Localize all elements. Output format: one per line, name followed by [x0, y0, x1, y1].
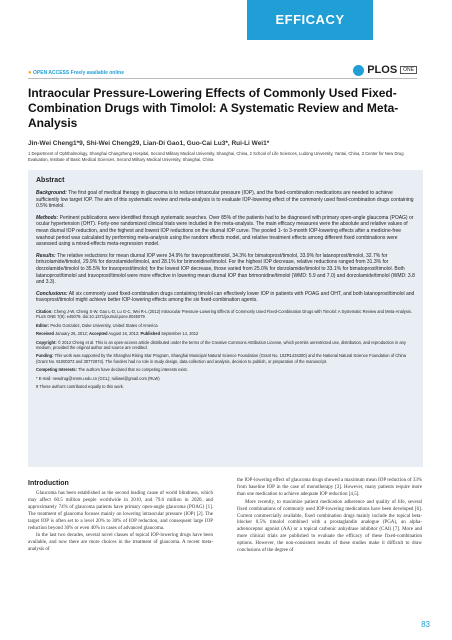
background-label: Background: [36, 190, 67, 196]
journal-name: PLOS [367, 64, 398, 76]
dates [36, 331, 415, 336]
body-paragraph: Glaucoma has been established as the second leading cause of world blindness, which may affect 60.5 million people worldwide in 2010, and 79.6 million in 2020, and approximately 74% of glaucoma patients have primary open-angle glaucoma (POAG) [1]. The treatment of glaucoma focuses mainly on lowering intraocular pressure (IOP) [2]. The target IOP is often set to a level 20% to 30% of IOP reduction, and consequent large IOP reduction beyond 30% or even 40% in cases of advanced glaucoma. [28, 491, 213, 531]
accepted-date: August 16, 2012; [108, 331, 140, 337]
published-label: Published [140, 331, 161, 337]
body-column-right [237, 478, 422, 556]
funding-text: This work was supported by the Shanghai Rising Star Program, Shanghai Municipal Natural Science Foundation (Grant No. 10ZR1434300) and the National Natural Science Foundation of China (Grant No. 81000373 and 30772874). The funders had no role in study design, data collection and analysis, decision to publish, or preparation of the manuscript. [36, 353, 406, 364]
open-access-icon: ● [28, 70, 32, 76]
editor-text: Pedro Gonzalez, Duke University, United States of America [50, 322, 158, 328]
copyright-text: © 2012 Cheng et al. This is an open-access article distributed under the terms of the Creative Commons Attribution License, which permits unrestricted use, distribution, and reproduction in any medium, provided the original author and source are credited. [36, 339, 406, 350]
article-title: Intraocular Pressure-Lowering Effects of Commonly Used Fixed-Combination Drugs with Timolol: A Systematic Review and Meta-Analysis [28, 86, 399, 130]
methods-text: Pertinent publications were identified through systematic searches. Over 85% of the patients had to be diagnosed with primary open-angle glaucoma (POAG) or ocular hypertension (OHT). Forty-one randomized clinical trials were included in the meta-analysis. The main efficacy measures were the absolute and relative values of mean diurnal IOP reduction, and the highest and lowest IOP reductions on the diurnal IOP curve. The pooled 1- to 3-month IOP-lowering effects after a medicine-free washout period was calculated by performing meta-analysis using the random effects model, and relative treatment effects among different fixed combinations were assessed using a mixed-effects meta-regression model. [36, 214, 414, 248]
published-date: September 14, 2012 [161, 331, 199, 337]
contrib-note: 9 These authors contributed equally to this work. [36, 383, 124, 389]
citation [36, 309, 415, 320]
competing-interests [36, 367, 415, 372]
results-label: Results: [36, 252, 56, 259]
competing-label: Competing Interests: [36, 367, 77, 373]
body-paragraph: In the last two decades, several novel classes of topical IOP-lowering drugs have been available, and now there are more choices in the treatment of glaucoma. A recent meta-analysis of [28, 533, 213, 553]
section-tab: EFFICACY [247, 0, 373, 40]
conclusions-text: All six commonly used fixed-combination drugs containing timolol can effectively lower IOP in patients with POAG and OHT, and both latanoprost/timolol and travoprost/timolol might achieve better IOP-lowering effects among the six fixed-combination agents. [36, 290, 415, 304]
background-text: The first goal of medical therapy in glaucoma is to reduce intraocular pressure (IOP), and the fixed-combination medications are needed to achieve sufficiently low target IOP. The aim of this systematic review and meta-analysis is to evaluate IOP-lowering effect of the commonly used fixed-combination drugs containing 0.5% timolol. [36, 190, 414, 210]
body-paragraph: More recently, to maximize patient medication adherence and quality of life, several fixed combinations of commonly used IOP-lowering medications have been developed [6]. Current commercially available, fixed combination drugs mainly include the topical beta-blocker 0.5% timolol combined with a prostaglandin analogue (PGA), an alpha-adrenoceptor agonist (AA) or a topical carbonic anhydrase inhibitor (CAI) [7]. More and more clinical trials are published to evaluate the efficacy of these fixed-combination options. However, the non-consistent results of these studies make it difficult to draw conclusions of the degree of [237, 499, 422, 554]
received-date: January 26, 2012; [55, 331, 88, 337]
conclusions-label: Conclusions: [36, 290, 68, 297]
editor [36, 323, 415, 328]
abstract-box [28, 170, 423, 467]
email[interactable]: * E-mail: newdrug@smmu.edu.cn (GCL); ruiliwei@gmail.com (RLW) [36, 375, 160, 381]
page-number: 83 [421, 620, 430, 629]
citation-label: Citation: [36, 308, 53, 314]
plos-logo-icon [353, 65, 364, 76]
methods-label: Methods: [36, 214, 59, 221]
introduction-heading: Introduction [28, 480, 69, 487]
abstract-heading: Abstract [36, 177, 65, 184]
abstract-conclusions [36, 291, 415, 304]
abstract-background [36, 190, 415, 210]
accepted-label: Accepted [89, 331, 108, 337]
copyright-label: Copyright: [36, 339, 57, 345]
author-list: Jin-Wei Cheng1*9, Shi-Wei Cheng29, Lian-Di Gao1, Guo-Cai Lu3*, Rui-Li Wei1* [28, 140, 270, 147]
body-column-left [28, 491, 213, 555]
copyright [36, 340, 415, 351]
competing-text: The authors have declared that no competing interests exist. [78, 367, 188, 373]
journal-sub: ONE [400, 66, 417, 74]
funding [36, 353, 415, 364]
abstract-results [36, 253, 415, 286]
abstract-methods [36, 215, 415, 248]
funding-label: Funding: [36, 353, 54, 359]
header-divider [28, 78, 417, 79]
open-access-badge [28, 70, 124, 76]
results-text: The relative reductions for mean diurnal IOP were 34.9% for travoprost/timolol, 34.3% for bimatoprost/timolol, 33.9% for latanoprost/timolol, 32.7% for brinzolamide/timolol, 29.9% for dorzolamide/timolol, and 28.1% for brimonidine/timolol. For the highest IOP decrease, relative reductions ranged from 31.3% for dorzolamide/timolol to 35.5% for travoprost/timolol; for the lowest IOP decrease, those varied from 25.0% for dorzolamide/timolol to 33.1% for bimatoprost/timolol. Both latanoprost/timolol and travoprost/timolol were more effective in lowering mean diurnal IOP than brimonidine/timolol (WMD: 5.9 and 7.0) and dorzolamide/timolol (WMD: 3.8 and 3.3). [36, 252, 415, 286]
citation-text: Cheng J-W, Cheng S-W, Gao L-D, Lu G-C, Wei R-L (2012) Intraocular Pressure-Lowering Effects of Commonly Used Fixed-Combination Drugs with Timolol: A Systematic Review and Meta-Analysis. PLoS ONE 7(9): e45079. doi:10.1371/journal.pone.0045079 [36, 308, 413, 320]
body-paragraph: the IOP-lowering effect of glaucoma drugs showed a maximum mean IOP reduction of 33% from baseline IOP in the case of monotherapy [3]. However, many patients require more than one medication to achieve adequate IOP reduction [4,5]. [237, 478, 422, 497]
journal-logo [353, 64, 417, 76]
received-label: Received [36, 331, 54, 337]
editor-label: Editor: [36, 322, 50, 328]
affiliations: 1 Department of Ophthalmology, Shanghai Changzheng Hospital, Second Military Medical University, Shanghai, China, 2 School of Life Sciences, Ludong University, Yantai, China, 3 Center for New Drug Evaluation, Institute of Basic Medical Sciences, Second Military Medical University, Shanghai, China [28, 151, 404, 162]
open-access-label: OPEN ACCESS Freely available online [33, 70, 124, 76]
